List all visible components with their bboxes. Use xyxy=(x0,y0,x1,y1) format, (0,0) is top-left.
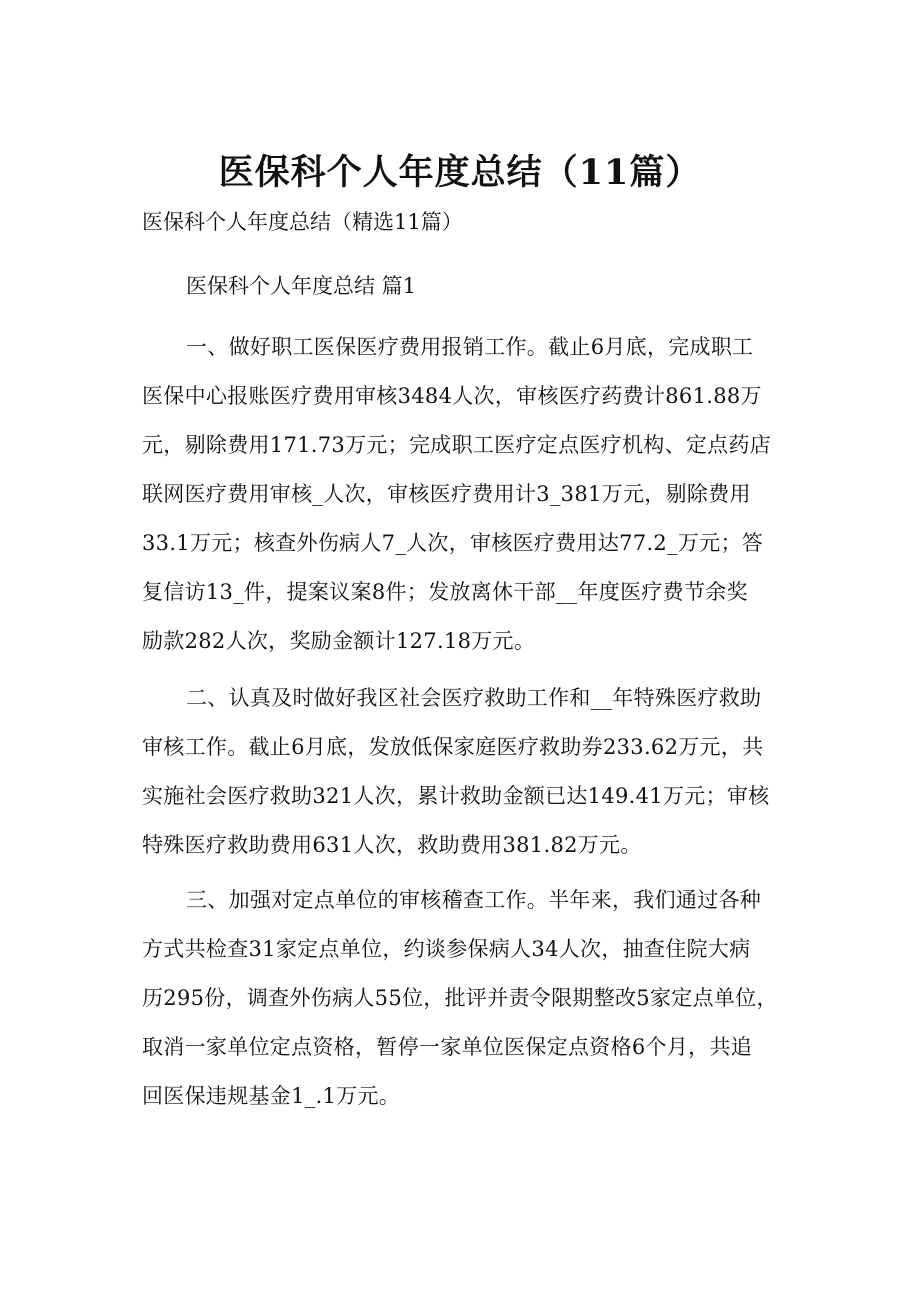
paragraph-line: 励款282人次，奖励金额计127.18万元。 xyxy=(142,629,536,653)
paragraph-line: 元，剔除费用171.73万元；完成职工医疗定点医疗机构、定点药店 xyxy=(142,433,772,457)
paragraph-line: 医保中心报账医疗费用审核3484人次，审核医疗药费计861.88万 xyxy=(142,384,762,408)
paragraph-line: 方式共检查31家定点单位，约谈参保病人34人次，抽查住院大病 xyxy=(142,937,751,961)
paragraph-line: 实施社会医疗救助321人次，累计救助金额已达149.41万元；审核 xyxy=(142,784,770,808)
paragraph-line: 联网医疗费用审核_人次，审核医疗费用计3_381万元，剔除费用 xyxy=(142,482,751,506)
section-heading: 医保科个人年度总结 篇1 xyxy=(186,274,417,298)
paragraph-line: 二、认真及时做好我区社会医疗救助工作和__年特殊医疗救助 xyxy=(186,686,762,710)
document-subtitle: 医保科个人年度总结（精选11篇） xyxy=(142,210,463,234)
paragraph-line: 历295份，调查外伤病人55位，批评并责令限期整改5家定点单位， xyxy=(142,986,778,1010)
paragraph-line: 一、做好职工医保医疗费用报销工作。截止6月底，完成职工 xyxy=(186,335,754,359)
paragraph-line: 审核工作。截止6月底，发放低保家庭医疗救助券233.62万元，共 xyxy=(142,735,764,759)
paragraph-line: 复信访13_件，提案议案8件；发放离休干部__年度医疗费节余奖 xyxy=(142,580,748,604)
document-title: 医保科个人年度总结（11篇） xyxy=(218,152,702,193)
paragraph-1 xyxy=(142,323,802,666)
paragraph-line: 33.1万元；核查外伤病人7_人次，审核医疗费用达77.2_万元；答 xyxy=(142,531,764,555)
paragraph-2 xyxy=(142,674,802,870)
paragraph-line: 回医保违规基金1_.1万元。 xyxy=(142,1084,401,1108)
paragraph-line: 取消一家单位定点资格，暂停一家单位医保定点资格6个月，共追 xyxy=(142,1035,753,1059)
paragraph-line: 特殊医疗救助费用631人次，救助费用381.82万元。 xyxy=(142,833,642,857)
paragraph-line: 三、加强对定点单位的审核稽查工作。半年来，我们通过各种 xyxy=(186,888,762,912)
paragraph-3 xyxy=(142,876,802,1121)
